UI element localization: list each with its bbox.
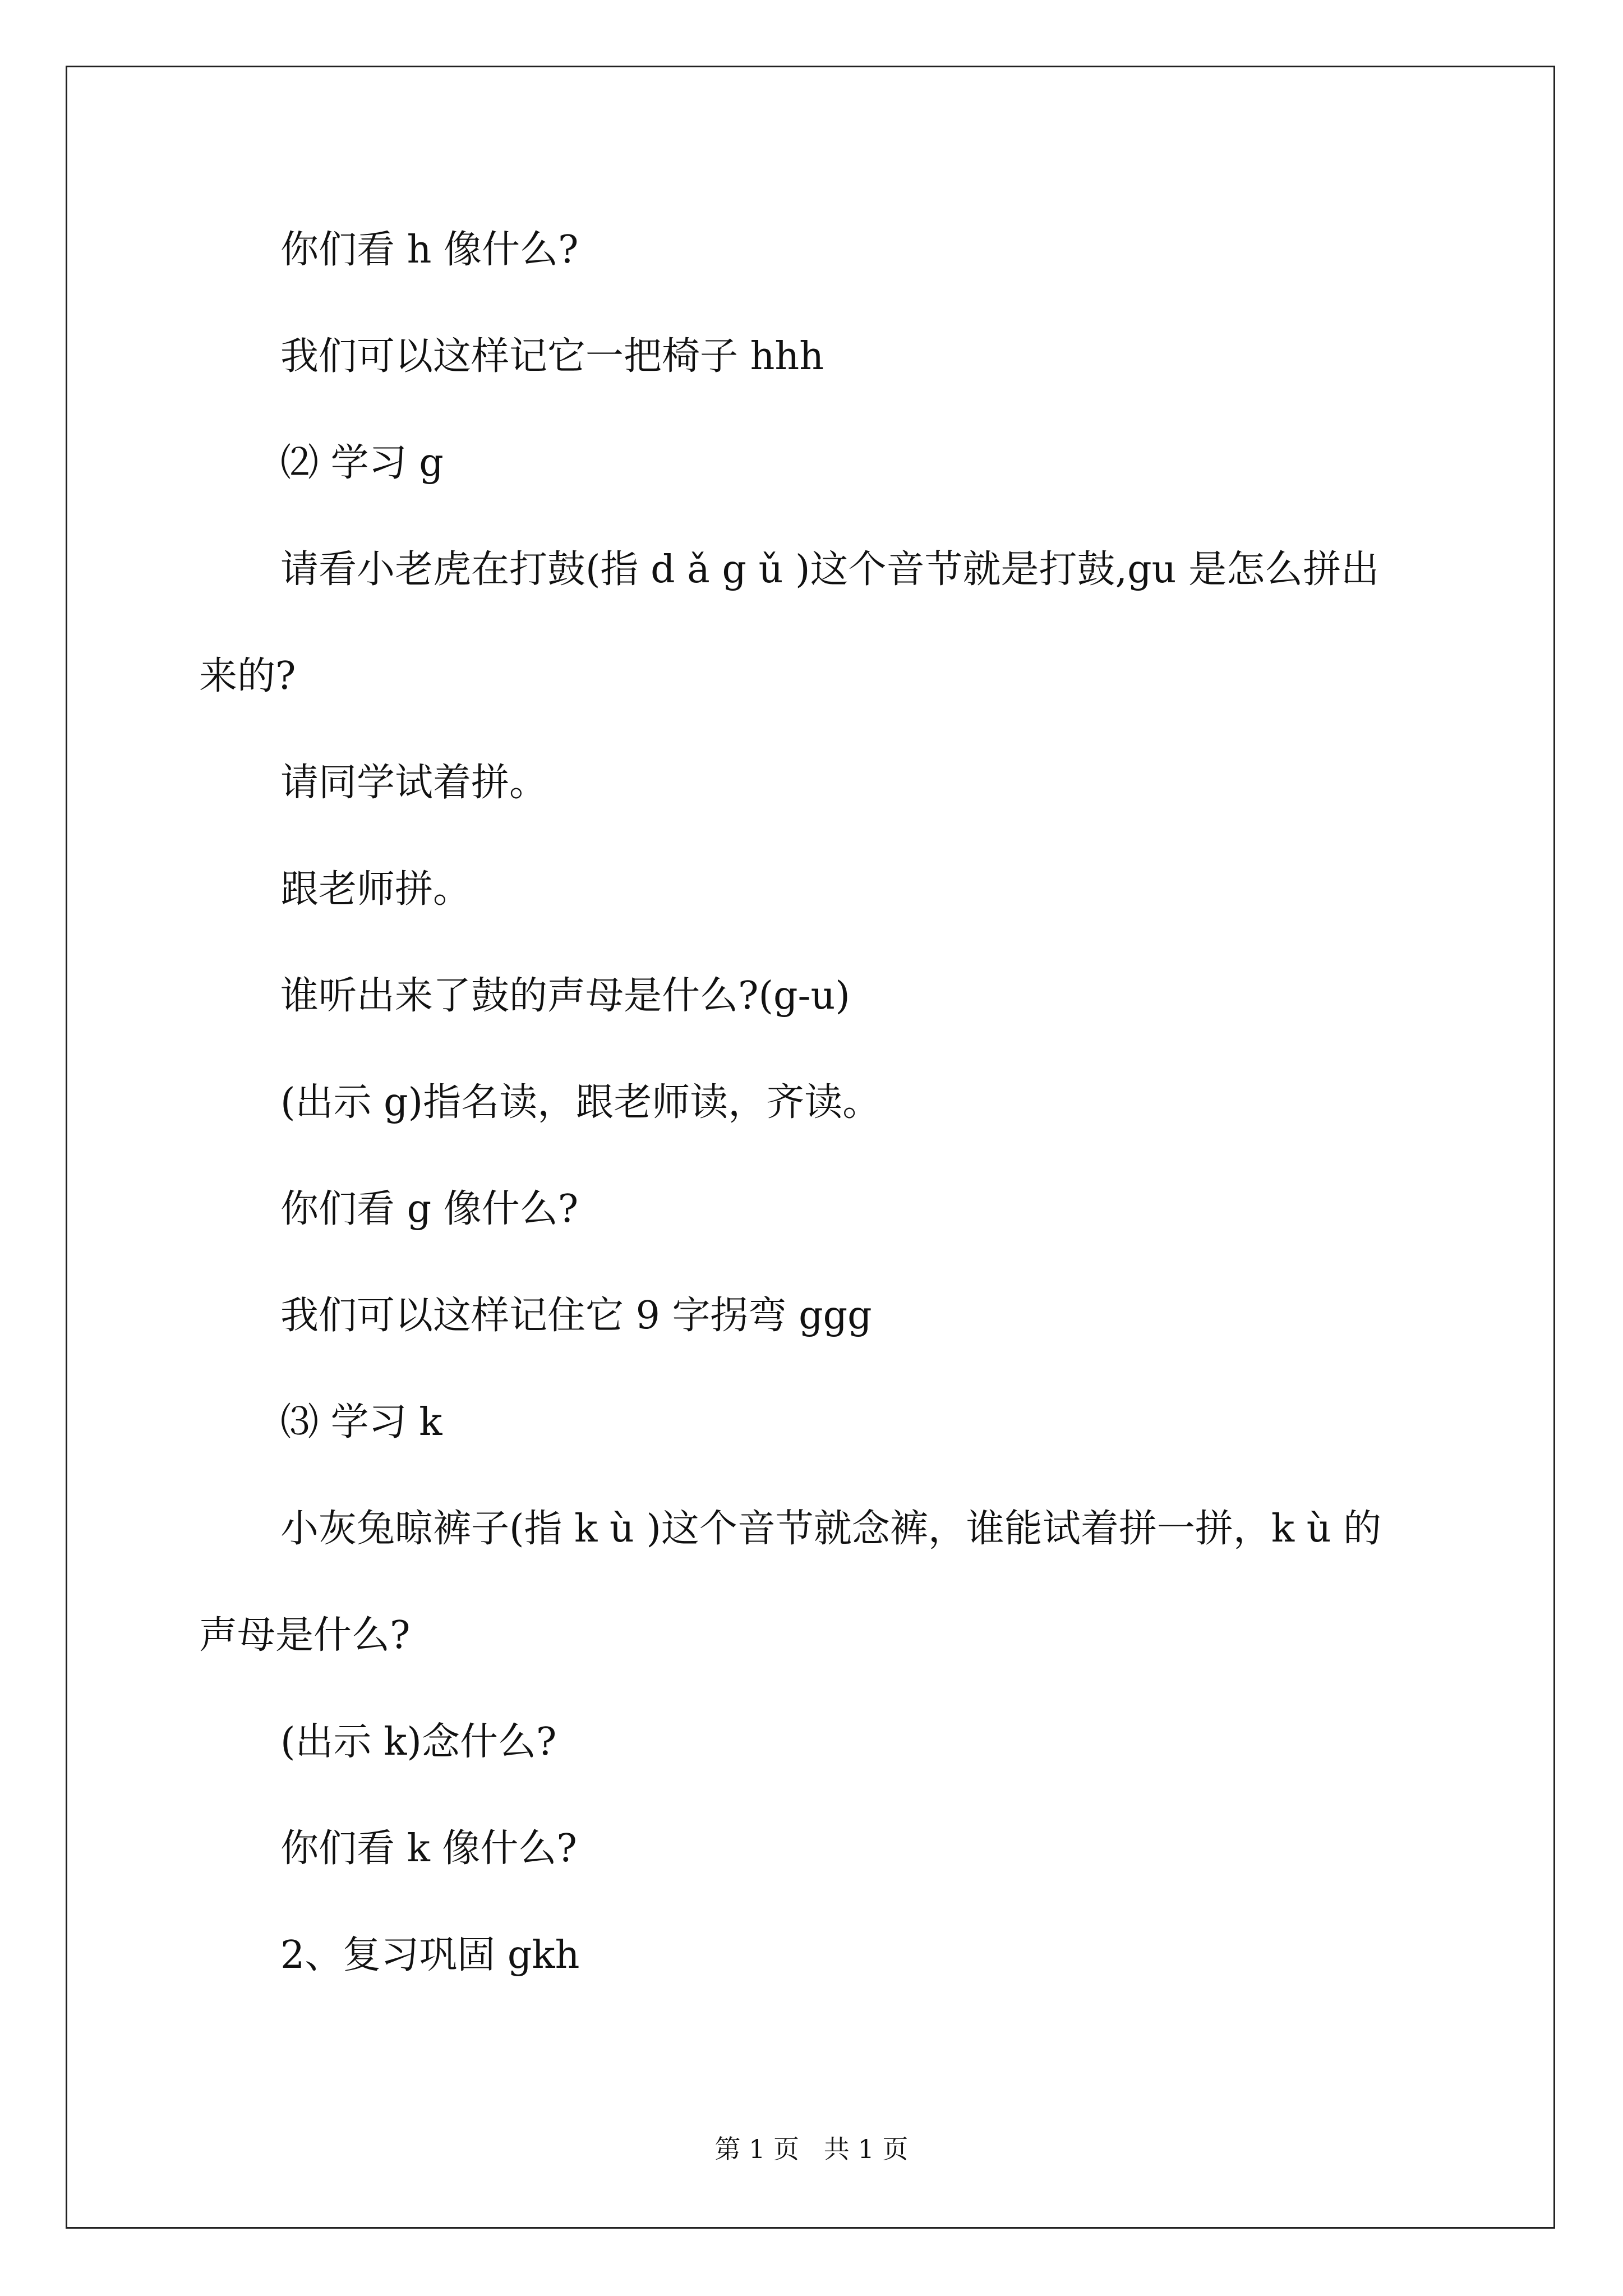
paragraph-line: (出示 k)念什么? [280,1720,557,1764]
paragraph-line: 2、复习巩固 gkh [280,1933,580,1977]
paragraph-line: ⑶ 学习 k [280,1400,442,1444]
paragraph-line: (出示 g)指名读，跟老师读，齐读。 [280,1080,881,1125]
paragraph-line: 请看小老虎在打鼓(指 d ǎ g ǔ )这个音节就是打鼓,gu 是怎么拼出 [280,547,1380,592]
paragraph-line: 来的? [199,654,296,698]
paragraph-line: ⑵ 学习 g [280,441,444,485]
paragraph-line: 你们看 h 像什么? [280,228,579,272]
paragraph-line: 跟老师拼。 [280,867,472,912]
paragraph-line: 声母是什么? [199,1613,411,1658]
paragraph-line: 你们看 g 像什么? [280,1187,579,1231]
paragraph-line: 我们可以这样记住它 9 字拐弯 ggg [280,1294,872,1338]
paragraph-line: 小灰兔晾裤子(指 k ù )这个音节就念裤，谁能试着拼一拼，k ù 的 [280,1507,1382,1551]
paragraph-line: 你们看 k 像什么? [280,1826,577,1871]
page-border [66,66,1555,2229]
paragraph-line: 我们可以这样记它一把椅子 hhh [280,334,824,379]
paragraph-line: 请同学试着拼。 [280,761,548,805]
paragraph-line: 谁听出来了鼓的声母是什么?(g-u) [280,974,850,1018]
page-number-footer: 第 1 页 共 1 页 [714,2134,909,2164]
